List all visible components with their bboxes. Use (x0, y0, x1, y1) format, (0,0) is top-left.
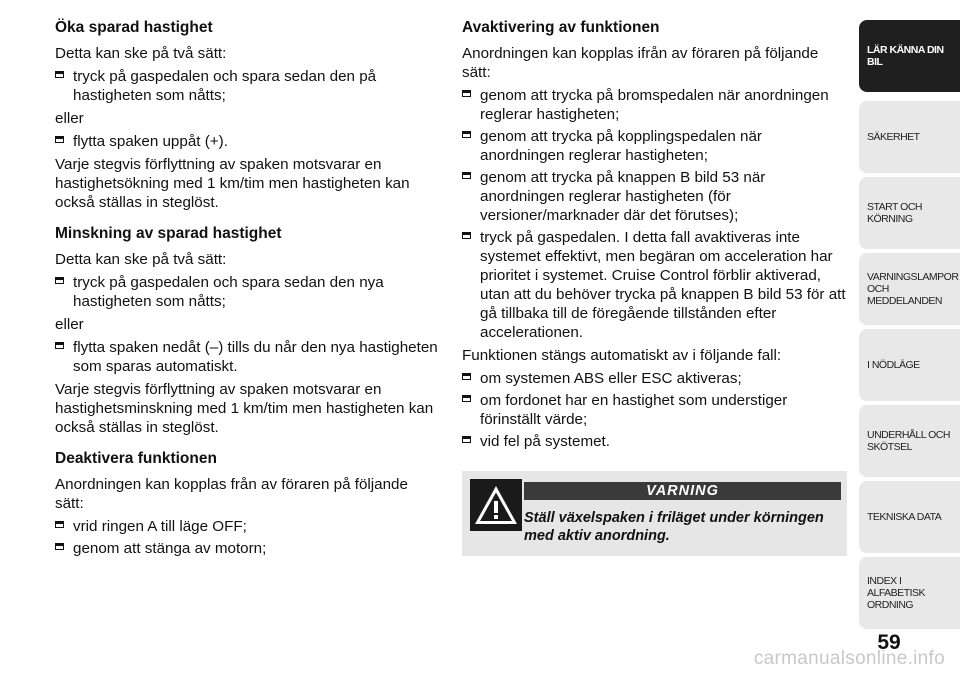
tab-label: VARNINGSLAMPOR OCH MEDDELANDEN (867, 271, 959, 307)
checkbox-bullet-icon (462, 232, 471, 239)
watermark: carmanualsonline.info (753, 648, 945, 669)
list-item-text: tryck på gaspedalen och spara sedan den nya hastigheten som nåtts; (73, 274, 384, 310)
paragraph: Detta kan ske på två sätt: (55, 251, 227, 268)
paragraph: Anordningen kan kopplas ifrån av föraren på följande sätt: (462, 45, 819, 81)
paragraph: Varje stegvis förflyttning av spaken motsvarar en hastighetsminskning med 1 km/tim men hastigheten kan också ställas in steglöst. (55, 381, 434, 436)
checkbox-bullet-icon (462, 373, 471, 380)
bullet-list (462, 369, 847, 451)
tab-label: LÄR KÄNNA DIN BIL (867, 44, 944, 68)
list-item-text: om systemen ABS eller ESC aktiveras; (480, 370, 742, 387)
checkbox-bullet-icon (462, 436, 471, 443)
paragraph: eller (55, 316, 84, 333)
list-item (55, 132, 440, 151)
warning-label: VARNING (524, 482, 841, 500)
paragraph: Anordningen kan kopplas från av föraren på följande sätt: (55, 476, 408, 512)
section-disable-function (462, 18, 847, 451)
list-item (462, 86, 847, 124)
list-item-text: genom att stänga av motorn; (73, 540, 267, 557)
checkbox-bullet-icon (462, 395, 471, 402)
list-item-text: flytta spaken nedåt (–) tills du når den nya hastigheten som sparas automatiskt. (73, 339, 438, 375)
list-item (462, 432, 847, 451)
checkbox-bullet-icon (55, 543, 64, 550)
section-heading: Deaktivera funktionen (55, 450, 217, 467)
tab-varningslampor[interactable] (859, 253, 960, 325)
list-item-text: genom att trycka på kopplingspedalen när anordningen reglerar hastigheten; (480, 128, 762, 164)
paragraph: Funktionen stängs automatiskt av i följande fall: (462, 347, 782, 364)
checkbox-bullet-icon (55, 71, 64, 78)
checkbox-bullet-icon (55, 136, 64, 143)
list-item (55, 338, 440, 376)
checkbox-bullet-icon (55, 521, 64, 528)
tab-start-och-korning[interactable] (859, 177, 960, 249)
tab-sakerhet[interactable] (859, 101, 960, 173)
list-item-text: genom att trycka på bromspedalen när anordningen reglerar hastigheten; (480, 87, 829, 123)
tab-tekniska-data[interactable] (859, 481, 960, 553)
list-item (55, 273, 440, 311)
list-item-text: tryck på gaspedalen och spara sedan den på hastigheten som nåtts; (73, 68, 377, 104)
page-number: 59 (877, 631, 901, 654)
list-item-text: tryck på gaspedalen. I detta fall avaktiveras inte systemet effektivt, men begäran om acceleration har prioritet i systemet. Cruise Control förblir aktiverad, utan att du behöver trycka på knappen B bild 53 för att gå tillbaka till de föregående tillstånden efter accelerationen. (480, 229, 846, 341)
list-item (462, 168, 847, 225)
tab-lar-kanna-din-bil[interactable] (859, 20, 960, 92)
bullet-list (55, 273, 440, 311)
right-column (462, 18, 847, 463)
bullet-list (462, 86, 847, 342)
section-deactivate (55, 449, 440, 558)
warning-triangle-icon (470, 479, 522, 531)
list-item (462, 369, 847, 388)
bullet-list (55, 338, 440, 376)
chapter-sidebar (859, 0, 960, 678)
list-item-text: vrid ringen A till läge OFF; (73, 518, 247, 535)
paragraph: Detta kan ske på två sätt: (55, 45, 227, 62)
list-item (55, 517, 440, 536)
checkbox-bullet-icon (462, 172, 471, 179)
tab-label: SÄKERHET (867, 131, 920, 143)
tab-i-nodlage[interactable] (859, 329, 960, 401)
paragraph: Varje stegvis förflyttning av spaken motsvarar en hastighetsökning med 1 km/tim men hastigheten kan också ställas in steglöst. (55, 156, 410, 211)
checkbox-bullet-icon (462, 90, 471, 97)
bullet-list (55, 132, 440, 151)
bullet-list (55, 517, 440, 558)
section-heading: Avaktivering av funktionen (462, 19, 660, 36)
section-heading: Öka sparad hastighet (55, 19, 213, 36)
tab-label: INDEX I ALFABETISK ORDNING (867, 575, 926, 611)
list-item-text: om fordonet har en hastighet som understiger förinställt värde; (480, 392, 788, 428)
tab-label: UNDERHÅLL OCH SKÖTSEL (867, 429, 950, 453)
bullet-list (55, 67, 440, 105)
list-item (55, 539, 440, 558)
left-column (55, 18, 440, 570)
checkbox-bullet-icon (462, 131, 471, 138)
tab-label: START OCH KÖRNING (867, 201, 923, 225)
list-item (462, 127, 847, 165)
section-decrease-speed (55, 224, 440, 437)
list-item (462, 228, 847, 342)
tab-underhall-och-skotsel[interactable] (859, 405, 960, 477)
checkbox-bullet-icon (55, 277, 64, 284)
list-item-text: genom att trycka på knappen B bild 53 när anordningen reglerar hastigheten (för versioner/marknader där det förutses); (480, 169, 766, 224)
checkbox-bullet-icon (55, 342, 64, 349)
section-heading: Minskning av sparad hastighet (55, 225, 282, 242)
list-item-text: flytta spaken uppåt (+). (73, 133, 228, 150)
tab-label: TEKNISKA DATA (867, 511, 942, 523)
tab-index[interactable] (859, 557, 960, 629)
warning-text: Ställ växelspaken i friläget under körningen med aktiv anordning. (524, 510, 824, 544)
section-increase-speed (55, 18, 440, 212)
tab-label: I NÖDLÄGE (867, 359, 920, 371)
list-item (55, 67, 440, 105)
paragraph: eller (55, 110, 84, 127)
list-item (462, 391, 847, 429)
list-item-text: vid fel på systemet. (480, 433, 610, 450)
warning-box (462, 471, 847, 556)
